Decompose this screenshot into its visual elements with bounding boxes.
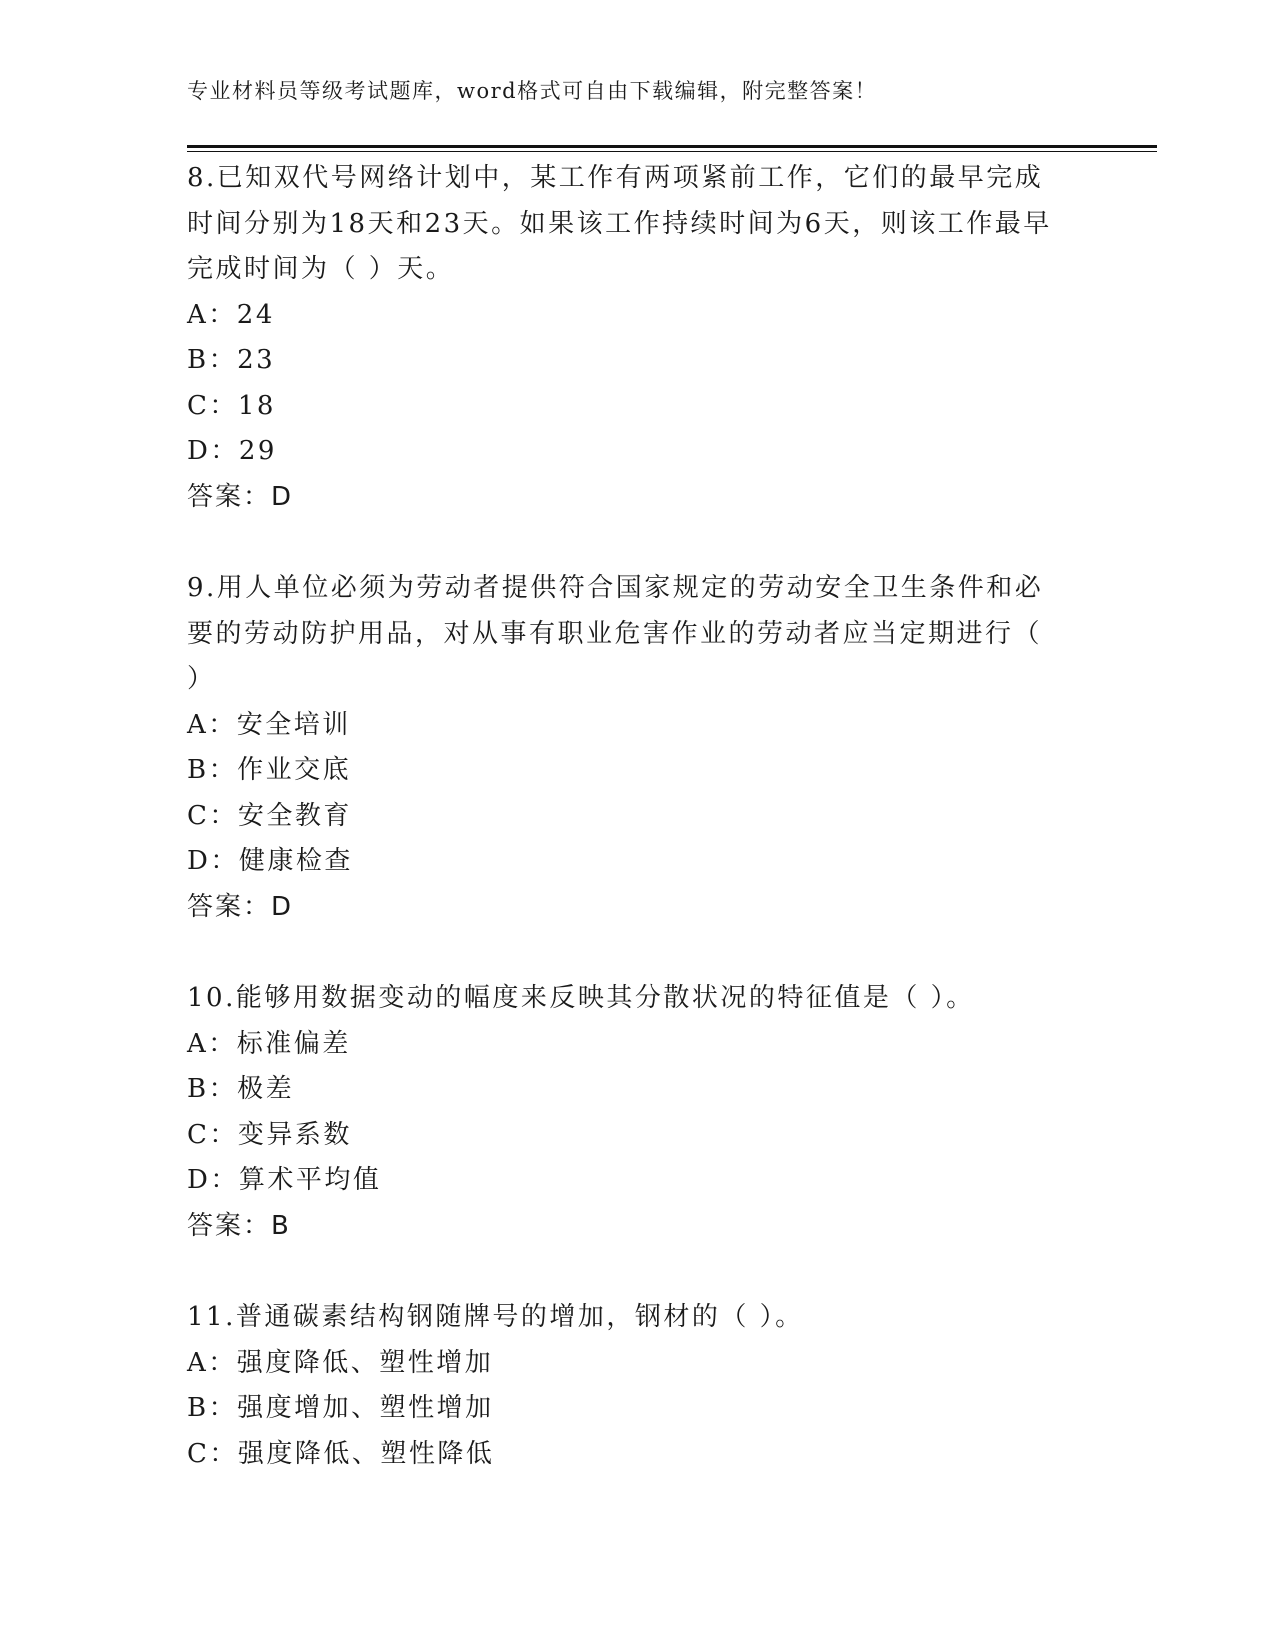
question-text: 10.能够用数据变动的幅度来反映其分散状况的特征值是（ ）。 bbox=[187, 983, 975, 1013]
header-divider-thick bbox=[187, 145, 1157, 148]
page-header: 专业材料员等级考试题库，word格式可自由下载编辑，附完整答案！ bbox=[187, 79, 878, 103]
option-c: C：强度降低、塑性降低 bbox=[187, 1438, 495, 1469]
option-b: B：强度增加、塑性增加 bbox=[187, 1393, 494, 1423]
option-c: C：18 bbox=[187, 390, 276, 421]
answer: 答案：D bbox=[187, 481, 294, 512]
option-a: A：标准偏差 bbox=[187, 1028, 351, 1059]
question-8 bbox=[187, 156, 1067, 520]
question-9 bbox=[187, 566, 1067, 930]
answer: 答案：B bbox=[187, 1210, 291, 1241]
option-c: C：安全教育 bbox=[187, 800, 352, 831]
option-a: A：安全培训 bbox=[187, 709, 351, 740]
option-b: B：23 bbox=[187, 345, 276, 375]
question-text: 8.已知双代号网络计划中，某工作有两项紧前工作，它们的最早完成时间分别为18天和23天。如果该工作持续时间为6天，则该工作最早完成时间为（ ）天。 bbox=[187, 163, 1052, 284]
question-10 bbox=[187, 976, 1067, 1249]
option-c: C：变异系数 bbox=[187, 1119, 352, 1150]
answer: 答案：D bbox=[187, 891, 294, 922]
header-divider-thin bbox=[187, 151, 1157, 152]
question-text: 11.普通碳素结构钢随牌号的增加，钢材的（ ）。 bbox=[187, 1302, 804, 1332]
option-a: A：24 bbox=[187, 299, 275, 330]
option-d: D：算术平均值 bbox=[187, 1165, 382, 1195]
option-a: A：强度降低、塑性增加 bbox=[187, 1347, 494, 1378]
question-11 bbox=[187, 1295, 1067, 1477]
option-d: D：29 bbox=[187, 436, 277, 466]
option-b: B：作业交底 bbox=[187, 755, 352, 785]
question-list bbox=[187, 156, 1067, 1523]
question-text: 9.用人单位必须为劳动者提供符合国家规定的劳动安全卫生条件和必要的劳动防护用品，对从事有职业危害作业的劳动者应当定期进行（ ） bbox=[187, 573, 1044, 694]
option-d: D：健康检查 bbox=[187, 846, 353, 876]
option-b: B：极差 bbox=[187, 1074, 295, 1104]
